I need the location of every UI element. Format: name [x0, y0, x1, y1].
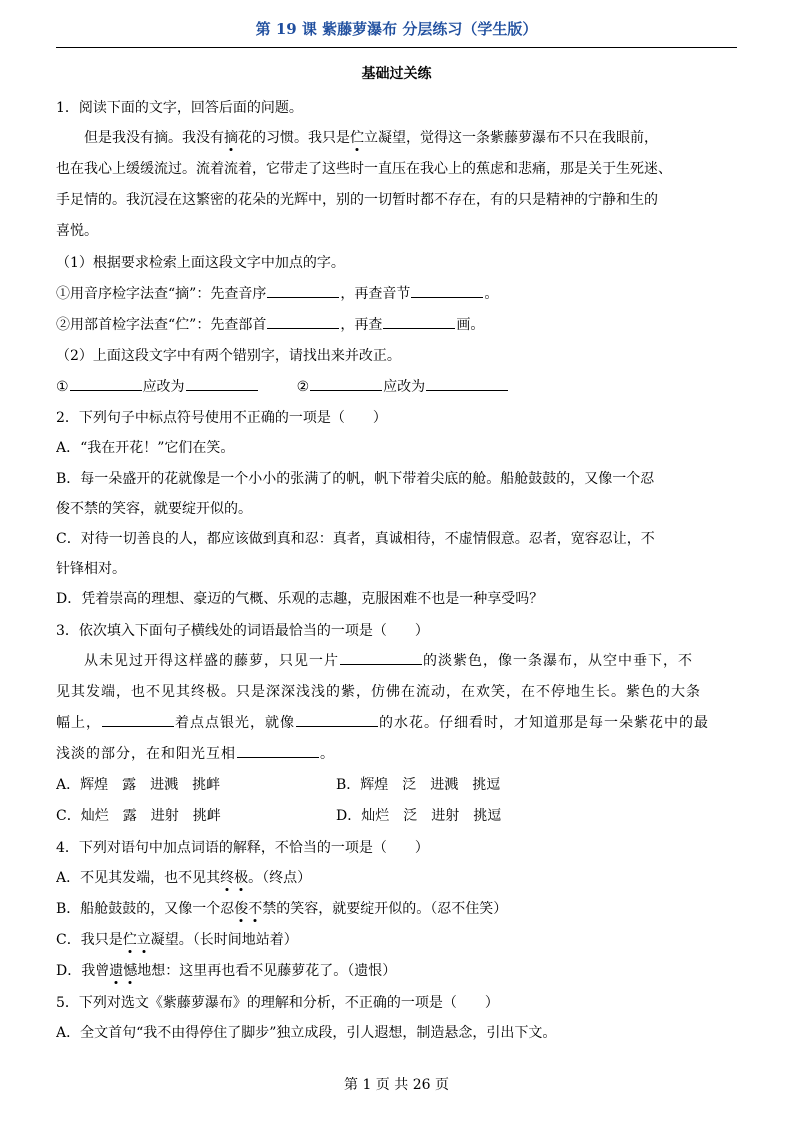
- dotted-char: 俊: [234, 901, 249, 917]
- question-3-stem: 3．依次填入下面句子横线处的词语最恰当的一项是（ ）: [56, 623, 429, 639]
- dotted-char: 终: [220, 870, 235, 886]
- dotted-char: 伫: [122, 932, 137, 948]
- q3-option-a: A．辉煌 露 进溅 挑衅: [56, 777, 221, 793]
- dotted-char: 极: [234, 870, 249, 886]
- q1-subquestion-1: （1）根据要求检索上面这段文字中加点的字。: [56, 255, 345, 271]
- q2-option-b-line-2: 俊不禁的笑容，就要绽开似的。: [56, 501, 252, 517]
- answer-blank[interactable]: [237, 743, 319, 758]
- q1-passage-line-3: 手足情的。我沉浸在这繁密的花朵的光辉中，别的一切暂时都不存在，有的只是精神的宁静和生的: [56, 192, 658, 208]
- q2-option-d: D．凭着崇高的理想、豪迈的气概、乐观的志趣，克服困难不也是一种享受吗？: [56, 591, 544, 607]
- q2-option-a: A．“我在开花！”它们在笑。: [56, 440, 235, 456]
- question-1-stem: 1．阅读下面的文字，回答后面的问题。: [56, 100, 303, 116]
- q2-option-c-line-1: C．对待一切善良的人，都应该做到真和忍：真者，真诚相待，不虚情假意。忍者，宽容忍让，不: [56, 531, 655, 547]
- q1-passage-line-1: 但是我没有摘。我没有摘花的习惯。我只是伫立凝望，觉得这一条紫藤萝瀑布不只在我眼前，: [84, 130, 658, 146]
- q1-sub2-items: ① 应改为 ② 应改为: [56, 372, 737, 402]
- q1-sub1-item-b: ②用部首检字法查“伫”：先查部首 ，再查 画。: [56, 310, 737, 340]
- q2-option-c-line-2: 针锋相对。: [56, 561, 126, 577]
- q3-option-c: C．灿烂 露 进射 挑衅: [56, 808, 221, 824]
- q1-passage-line-4: 喜悦。: [56, 223, 98, 239]
- dotted-char: 憾: [123, 963, 138, 979]
- q1-subquestion-2: （2）上面这段文字中有两个错别字，请找出来并改正。: [56, 348, 401, 364]
- answer-blank[interactable]: [267, 314, 339, 329]
- q3-passage-line-4: 浅淡的部分，在和阳光互相 。: [56, 739, 737, 770]
- answer-blank[interactable]: [102, 712, 174, 727]
- page-footer: 第 1 页 共 26 页: [344, 1077, 449, 1093]
- dotted-char: 不: [248, 901, 263, 917]
- q4-option-c: C．我只是伫立凝望。（长时间地站着）: [56, 932, 298, 948]
- q2-option-b-line-1: B．每一朵盛开的花就像是一个小小的张满了的帆，帆下带着尖底的舱。船舱鼓鼓的，又像一个忍: [56, 471, 655, 487]
- dotted-char: 摘: [224, 130, 238, 146]
- q3-options-row-2: [56, 801, 737, 832]
- q4-option-b: B．船舱鼓鼓的，又像一个忍俊不禁的笑容，就要绽开似的。（忍不住笑）: [56, 901, 508, 917]
- document-body: [56, 92, 737, 1049]
- answer-blank[interactable]: [426, 376, 508, 391]
- q4-option-a: A．不见其发端，也不见其终极。（终点）: [56, 870, 312, 886]
- q1-sub1-item-a: ①用音序检字法查“摘”：先查音序 ，再查音节 。: [56, 279, 737, 309]
- q4-option-d: D．我曾遗憾地想：这里再也看不见藤萝花了。（遗恨）: [56, 963, 397, 979]
- dotted-char: 立: [136, 932, 151, 948]
- question-2-stem: 2．下列句子中标点符号使用不正确的一项是（ ）: [56, 410, 387, 426]
- q3-passage-line-1: 从未见过开得这样盛的藤萝，只见一片 的淡紫色，像一条瀑布，从空中垂下，不: [56, 646, 737, 677]
- question-4-stem: 4．下列对语句中加点词语的解释，不恰当的一项是（ ）: [56, 840, 429, 856]
- answer-blank[interactable]: [296, 712, 378, 727]
- section-title: 基础过关练: [361, 66, 432, 82]
- dotted-char: 伫: [350, 130, 364, 146]
- dotted-char: 遗: [109, 963, 124, 979]
- q5-option-a: A．全文首句“我不由得停住了脚步”独立成段，引人遐想，制造悬念，引出下文。: [56, 1025, 557, 1041]
- q1-passage-line-2: 也在我心上缓缓流过。流着流着，它带走了这些时一直压在我心上的蕉虑和悲痛，那是关于生死迷、: [56, 161, 672, 177]
- q3-option-d: D．灿烂 泛 进射 挑逗: [336, 808, 502, 824]
- question-5-stem: 5．下列对选文《紫藤萝瀑布》的理解和分析，不正确的一项是（ ）: [56, 995, 499, 1011]
- answer-blank[interactable]: [310, 376, 382, 391]
- q3-passage-line-2: 见其发端，也不见其终极。只是深深浅浅的紫，仿佛在流动，在欢笑，在不停地生长。紫色的大条: [56, 684, 701, 700]
- answer-blank[interactable]: [70, 376, 142, 391]
- page-header: 第 19 课 紫藤萝瀑布 分层练习（学生版）: [56, 18, 737, 48]
- answer-blank[interactable]: [383, 314, 455, 329]
- q3-options-row-1: [56, 770, 737, 801]
- answer-blank[interactable]: [411, 283, 483, 298]
- q3-passage-line-3: 幅上， 着点点银光，就像 的水花。仔细看时，才知道那是每一朵紫花中的最: [56, 708, 737, 739]
- answer-blank[interactable]: [186, 376, 258, 391]
- q3-option-b: B．辉煌 泛 进溅 挑逗: [336, 777, 501, 793]
- answer-blank[interactable]: [267, 283, 339, 298]
- answer-blank[interactable]: [340, 650, 422, 665]
